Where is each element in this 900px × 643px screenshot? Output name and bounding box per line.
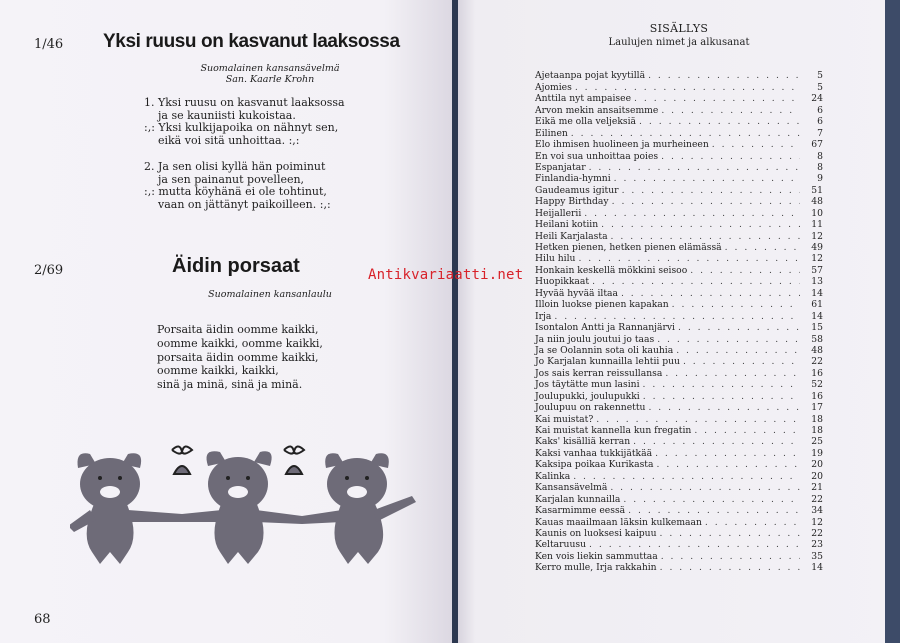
toc-leader-dots [643, 379, 800, 390]
toc-entry-page: 18 [811, 425, 823, 436]
toc-entry-title: En voi sua unhoittaa poies [535, 150, 659, 162]
toc-leader-dots [589, 162, 800, 173]
toc-leader-dots [655, 448, 800, 459]
toc-entry-title: Kasarmimme eessä [535, 505, 626, 517]
toc-entry [535, 81, 823, 92]
toc-entry-title: Kerro mulle, Irja rakkahin [535, 562, 657, 574]
toc-entry-title: Espanjatar [535, 161, 586, 173]
toc-entry-page: 49 [811, 242, 823, 253]
toc-entry-page: 25 [811, 436, 823, 448]
toc-entry [535, 425, 823, 436]
toc-entry [535, 516, 823, 527]
toc-entry-title: Ja se Oolannin sota oli kauhia [535, 344, 674, 356]
toc-entry-page: 17 [811, 402, 823, 414]
toc-entry [535, 310, 823, 321]
toc-entry [535, 196, 823, 207]
toc-entry-page: 8 [817, 150, 823, 162]
toc-entry [535, 93, 823, 104]
toc-entry-title: Jos täytätte mun lasini [535, 379, 640, 391]
toc-entry-title: Kalinka [535, 470, 571, 482]
toc-leader-dots [621, 288, 800, 299]
toc-entry [535, 482, 823, 493]
toc-entry [535, 207, 823, 218]
toc-entry [535, 173, 823, 184]
toc-entry-title: Kaks' kisälliä kerran [535, 436, 631, 448]
toc-entry-title: Isontalon Antti ja Rannanjärvi [535, 322, 675, 334]
toc-leader-dots [610, 482, 800, 493]
toc-entry-page: 12 [811, 230, 823, 242]
toc-entry-page: 9 [817, 173, 823, 185]
toc-entry-page: 10 [811, 207, 823, 219]
toc-entry-title: Happy Birthday [535, 196, 609, 208]
toc-leader-dots [573, 471, 800, 482]
toc-leader-dots [571, 128, 800, 139]
toc-entry-title: Huopikkaat [535, 276, 590, 288]
toc-entry [535, 264, 823, 275]
toc-entry [535, 356, 823, 367]
toc-entry-page: 61 [811, 299, 823, 311]
toc-entry-title: Keltaruusu [535, 539, 587, 551]
toc-entry-page: 5 [817, 70, 823, 82]
toc-entry-page: 8 [817, 161, 823, 173]
toc-leader-dots [623, 494, 800, 505]
toc-entry-page: 5 [817, 81, 823, 93]
toc-leader-dots [661, 551, 800, 562]
table-of-contents [535, 70, 823, 573]
toc-leader-dots [622, 185, 800, 196]
page-edge [885, 0, 900, 643]
toc-entry-page: 12 [811, 516, 823, 528]
toc-entry-title: Jos sais kerran reissullansa [535, 367, 663, 379]
toc-entry-title: Kauas maailmaan läksin kulkemaan [535, 516, 702, 528]
toc-entry-title: Kaksipa poikaa Kurikasta [535, 459, 654, 471]
toc-entry-page: 48 [811, 344, 823, 356]
toc-leader-dots [628, 505, 800, 516]
song-verse: 1. Yksi ruusu on kasvanut laaksossa ja se kauniisti kukoistaa. :,: Yksi kulkijapoika on nähnyt sen, eikä voi sitä unhoittaa. :,: [144, 96, 345, 147]
toc-entry-title: Honkain keskellä mökkini seisoo [535, 264, 688, 276]
toc-entry [535, 230, 823, 241]
toc-entry-page: 16 [811, 390, 823, 402]
toc-entry [535, 127, 823, 138]
toc-entry-page: 35 [811, 550, 823, 562]
toc-entry [535, 367, 823, 378]
toc-leader-dots [639, 116, 800, 127]
toc-entry-page: 20 [811, 459, 823, 471]
toc-entry-page: 19 [811, 447, 823, 459]
toc-entry-page: 51 [811, 184, 823, 196]
toc-entry-page: 14 [811, 287, 823, 299]
toc-entry-page: 14 [811, 310, 823, 322]
toc-entry-title: Joulupukki, joulupukki [535, 390, 640, 402]
toc-entry-title: Kaksi vanhaa tukkijätkää [535, 447, 653, 459]
toc-entry-page: 67 [811, 139, 823, 151]
song-verse: Porsaita äidin oomme kaikki, oomme kaikki, oomme kaikki, porsaita äidin oomme kaikki, oomme kaikki, kaikki, sinä ja minä, sinä ja minä. [157, 323, 323, 392]
toc-entry [535, 276, 823, 287]
toc-leader-dots [614, 173, 800, 184]
toc-leader-dots [575, 82, 800, 93]
toc-entry-page: 18 [811, 413, 823, 425]
toc-entry-title: Kai muistat kannella kun fregatin [535, 425, 692, 436]
toc-entry-page: 14 [811, 562, 823, 574]
toc-entry-title: Ken vois liekin sammuttaa [535, 550, 658, 562]
toc-leader-dots [648, 402, 800, 413]
toc-entry [535, 184, 823, 195]
toc-entry [535, 162, 823, 173]
toc-entry [535, 139, 823, 150]
toc-leader-dots [661, 151, 800, 162]
toc-heading: SISÄLLYS [649, 22, 709, 35]
toc-entry [535, 402, 823, 413]
toc-entry [535, 390, 823, 401]
toc-entry-title: Kansansävelmä [535, 482, 608, 494]
toc-entry [535, 459, 823, 470]
toc-leader-dots [676, 345, 800, 356]
toc-entry [535, 505, 823, 516]
toc-entry-title: Jo Karjalan kunnailla lehtii puu [535, 356, 680, 368]
toc-leader-dots [592, 276, 800, 287]
song-title: Yksi ruusu on kasvanut laaksossa [103, 31, 400, 52]
toc-leader-dots [712, 139, 800, 150]
toc-leader-dots [656, 459, 800, 470]
toc-entry [535, 413, 823, 424]
toc-entry-page: 15 [811, 322, 823, 334]
toc-entry [535, 345, 823, 356]
toc-leader-dots [694, 425, 800, 436]
toc-entry-page: 57 [811, 264, 823, 276]
toc-entry [535, 528, 823, 539]
watermark: Antikvariaatti.net [368, 267, 524, 283]
toc-entry-page: 22 [811, 527, 823, 539]
toc-leader-dots [660, 562, 800, 573]
toc-subheading: Laulujen nimet ja alkusanat [608, 37, 750, 48]
toc-entry-title: Anttila nyt ampaisee [535, 93, 632, 105]
toc-entry-title: Eilinen [535, 127, 568, 139]
toc-entry [535, 550, 823, 561]
song-number: 2/69 [34, 263, 64, 278]
toc-leader-dots [705, 517, 800, 528]
toc-entry-page: 48 [811, 196, 823, 208]
toc-entry [535, 322, 823, 333]
toc-entry-page: 58 [811, 333, 823, 345]
toc-leader-dots [660, 528, 801, 539]
toc-entry-page: 16 [811, 367, 823, 379]
toc-entry [535, 379, 823, 390]
toc-entry-title: Finlandia-hymni [535, 173, 611, 185]
toc-entry-title: Heijallerii [535, 207, 582, 219]
toc-entry-page: 23 [811, 539, 823, 551]
toc-entry [535, 299, 823, 310]
song-credit-lyrics: San. Kaarle Krohn [225, 74, 315, 85]
toc-entry-page: 20 [811, 470, 823, 482]
toc-entry [535, 493, 823, 504]
toc-entry-title: Hyvää hyvää iltaa [535, 287, 618, 299]
toc-entry [535, 447, 823, 458]
toc-entry-title: Heilani kotiin [535, 219, 599, 231]
toc-leader-dots [672, 299, 800, 310]
song-credit: Suomalainen kansansävelmä [200, 63, 340, 74]
toc-entry-title: Ajetaanpa pojat kyytillä [535, 70, 646, 82]
toc-entry-title: Elo ihmisen huolineen ja murheineen [535, 139, 709, 151]
toc-leader-dots [657, 334, 800, 345]
toc-entry-page: 11 [811, 219, 823, 231]
toc-entry-title: Ja niin joulu joutui jo taas [535, 333, 655, 345]
toc-leader-dots [683, 356, 800, 367]
page-number: 68 [34, 612, 51, 627]
toc-entry-title: Joulupuu on rakennettu [535, 402, 646, 414]
song-title: Äidin porsaat [172, 255, 300, 277]
toc-entry-page: 24 [811, 93, 823, 105]
toc-leader-dots [661, 105, 800, 116]
toc-entry-page: 6 [817, 104, 823, 116]
toc-entry-title: Hilu hilu [535, 253, 576, 265]
toc-entry-title: Heili Karjalasta [535, 230, 608, 242]
toc-entry [535, 562, 823, 573]
toc-entry [535, 242, 823, 253]
toc-entry-title: Gaudeamus igitur [535, 184, 619, 196]
toc-leader-dots [643, 391, 800, 402]
toc-leader-dots [725, 242, 800, 253]
toc-leader-dots [648, 70, 800, 81]
toc-entry-page: 6 [817, 116, 823, 128]
toc-entry-title: Irja [535, 310, 552, 322]
toc-leader-dots [690, 265, 800, 276]
toc-entry-page: 12 [811, 253, 823, 265]
song-credit: Suomalainen kansanlaulu [208, 289, 332, 300]
toc-leader-dots [578, 253, 800, 264]
toc-leader-dots [584, 208, 800, 219]
toc-entry [535, 287, 823, 298]
toc-entry [535, 150, 823, 161]
toc-entry-page: 13 [811, 276, 823, 288]
toc-entry-title: Kaunis on luoksesi kaipuu [535, 527, 657, 539]
toc-leader-dots [633, 436, 800, 447]
song-number: 1/46 [34, 37, 64, 52]
toc-leader-dots [554, 311, 800, 322]
toc-leader-dots [611, 231, 800, 242]
toc-leader-dots [589, 539, 800, 550]
song-verse: 2. Ja sen olisi kyllä hän poiminut ja sen painanut povelleen, :,: mutta köyhänä ei ole tohtinut, vaan on jättänyt paikoilleen. :,: [144, 160, 331, 211]
toc-leader-dots [678, 322, 800, 333]
toc-entry-page: 22 [811, 493, 823, 505]
toc-leader-dots [665, 368, 800, 379]
toc-entry-title: Ajomies [535, 81, 572, 93]
toc-entry-page: 7 [817, 127, 823, 139]
toc-entry-page: 52 [811, 379, 823, 391]
toc-leader-dots [601, 219, 800, 230]
toc-entry [535, 253, 823, 264]
toc-entry [535, 333, 823, 344]
toc-entry-title: Hetken pienen, hetken pienen elämässä [535, 242, 722, 253]
toc-leader-dots [596, 414, 800, 425]
toc-entry-title: Arvon mekin ansaitsemme [535, 104, 659, 116]
toc-entry [535, 436, 823, 447]
toc-leader-dots [634, 93, 800, 104]
toc-entry [535, 470, 823, 481]
toc-entry-page: 34 [811, 505, 823, 517]
toc-entry-page: 22 [811, 356, 823, 368]
toc-entry [535, 539, 823, 550]
dancing-pigs-illustration [70, 440, 430, 570]
toc-entry-title: Illoin luokse pienen kapakan [535, 299, 669, 311]
toc-leader-dots [612, 196, 800, 207]
toc-entry [535, 219, 823, 230]
toc-entry-title: Karjalan kunnailla [535, 493, 621, 505]
toc-entry-title: Eikä me olla veljeksiä [535, 116, 637, 128]
toc-entry-page: 21 [811, 482, 823, 494]
toc-entry [535, 104, 823, 115]
toc-entry [535, 116, 823, 127]
toc-entry [535, 70, 823, 81]
toc-entry-title: Kai muistat? [535, 413, 594, 425]
